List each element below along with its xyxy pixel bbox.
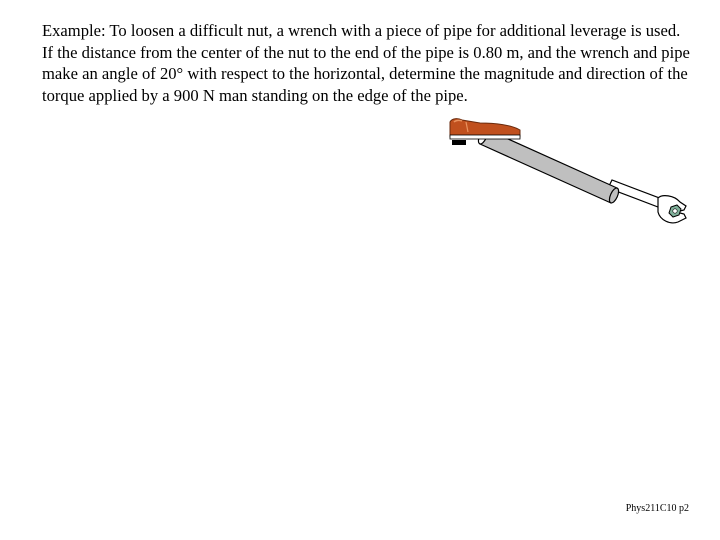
wrench-and-pipe-illustration bbox=[440, 110, 700, 235]
slide-footer-label: Phys211C10 p2 bbox=[625, 503, 689, 514]
problem-statement: Example: To loosen a difficult nut, a wrench with a piece of pipe for additional leverage is used. If the distance from the center of the nut to the end of the pipe is 0.80 m, and the wrench and pipe make an angle of 20° with respect to the horizontal, determine the magnitude and direction of the torque applied by a 900 N man standing on the edge of the pipe. bbox=[42, 21, 690, 105]
nut-icon bbox=[669, 205, 681, 217]
